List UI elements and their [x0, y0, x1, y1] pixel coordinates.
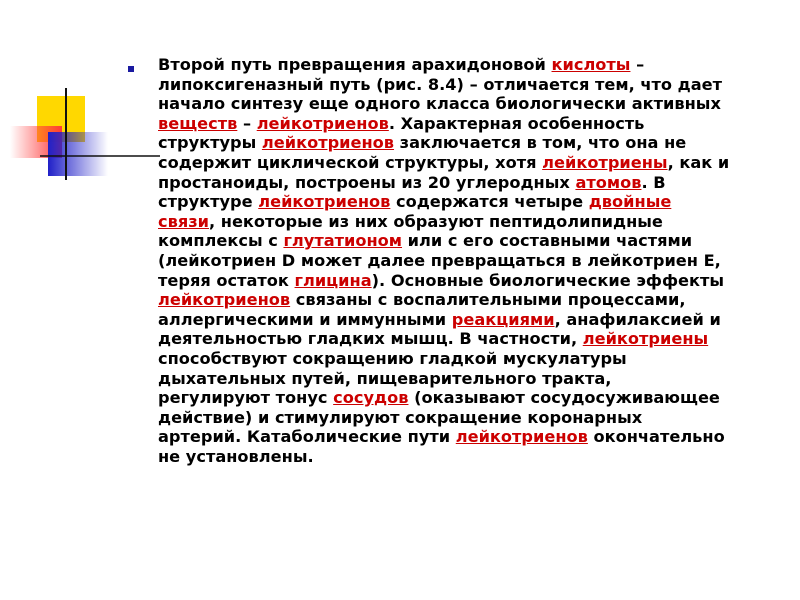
paragraph-line: [158, 408, 794, 428]
paragraph-line: [158, 310, 794, 330]
paragraph-line: [158, 133, 794, 153]
paragraph-line: [158, 271, 794, 291]
paragraph-line: [158, 251, 794, 271]
term-link[interactable]: реакциями: [451, 309, 555, 329]
paragraph-line: [158, 75, 794, 95]
paragraph-line: [158, 231, 794, 251]
text-run: структуре: [158, 192, 259, 212]
text-run: заключается в том, что она не: [394, 133, 687, 153]
paragraph-line: [158, 349, 794, 369]
text-run: . Характерная особенность: [388, 113, 645, 133]
paragraph-line: [158, 212, 794, 232]
blue-square: [48, 132, 108, 176]
term-link[interactable]: кислоты: [551, 55, 631, 74]
text-run: структуры: [158, 133, 262, 153]
term-link[interactable]: глицина: [294, 270, 372, 290]
text-run: простаноиды, построены из 20 углеродных: [158, 172, 576, 192]
text-run: связаны с воспалительными процессами,: [290, 290, 686, 310]
term-link[interactable]: сосудов: [333, 388, 409, 408]
paragraph-line: [158, 369, 794, 389]
text-run: –: [237, 113, 257, 133]
text-run: Второй путь превращения арахидоновой: [158, 55, 552, 74]
decorative-squares-graphic: [0, 0, 160, 190]
term-link[interactable]: лейкотриенов: [455, 427, 588, 447]
text-run: теряя остаток: [158, 270, 295, 290]
paragraph-line: [158, 153, 794, 173]
term-link[interactable]: лейкотриенов: [158, 290, 291, 310]
term-link[interactable]: связи: [158, 211, 209, 231]
term-link[interactable]: атомов: [575, 172, 642, 192]
text-run: –: [630, 55, 645, 74]
paragraph-line: [158, 329, 794, 349]
term-link[interactable]: лейкотриены: [542, 152, 668, 172]
term-link[interactable]: веществ: [158, 113, 238, 133]
paragraph-line: [158, 427, 794, 447]
body-paragraph: [158, 55, 794, 466]
paragraph-line: [158, 55, 794, 75]
text-run: регулируют тонус: [158, 388, 334, 408]
term-link[interactable]: лейкотриенов: [256, 113, 389, 133]
text-run: , как и: [667, 152, 730, 172]
text-run: липоксигеназный путь (рис. 8.4) – отличается тем, что дает: [158, 74, 723, 94]
text-run: содержатся четыре: [390, 192, 589, 212]
paragraph-line: [158, 114, 794, 134]
text-run: действие) и стимулируют сокращение коронарных: [158, 407, 643, 427]
text-run: , некоторые из них образуют пептидолипидные: [208, 211, 663, 231]
paragraph-line: [158, 173, 794, 193]
text-run: начало синтезу еще одного класса биологически активных: [158, 94, 721, 114]
text-run: артерий. Катаболические пути: [158, 427, 456, 447]
term-link[interactable]: глутатионом: [283, 231, 403, 251]
text-run: аллергическими и иммунными: [158, 309, 452, 329]
paragraph-line: [158, 388, 794, 408]
paragraph-line: [158, 447, 794, 467]
bullet-square: [128, 66, 134, 72]
text-run: окончательно: [587, 427, 725, 447]
paragraph-line: [158, 94, 794, 114]
paragraph-line: [158, 192, 794, 212]
term-link[interactable]: лейкотриены: [582, 329, 709, 349]
text-run: . В: [641, 172, 666, 192]
text-run: содержит циклической структуры, хотя: [158, 152, 543, 172]
text-run: способствуют сокращению гладкой мускулатуры: [158, 348, 627, 368]
term-link[interactable]: лейкотриенов: [258, 192, 391, 212]
text-run: ). Основные биологические эффекты: [371, 270, 725, 290]
text-run: или с его составными частями: [402, 231, 693, 251]
text-run: дыхательных путей, пищеварительного тракта,: [158, 368, 612, 388]
text-run: (оказывают сосудосуживающее: [408, 388, 720, 408]
text-run: комплексы с: [158, 231, 284, 251]
term-link[interactable]: лейкотриенов: [261, 133, 395, 153]
text-run: , анафилаксией и: [554, 309, 721, 329]
text-run: (лейкотриен D может далее превращаться в лейкотриен E,: [158, 250, 721, 270]
term-link[interactable]: двойные: [588, 192, 672, 212]
paragraph-line: [158, 290, 794, 310]
text-run: деятельностью гладких мышц. В частности,: [158, 329, 583, 349]
text-run: не установлены.: [158, 446, 314, 466]
